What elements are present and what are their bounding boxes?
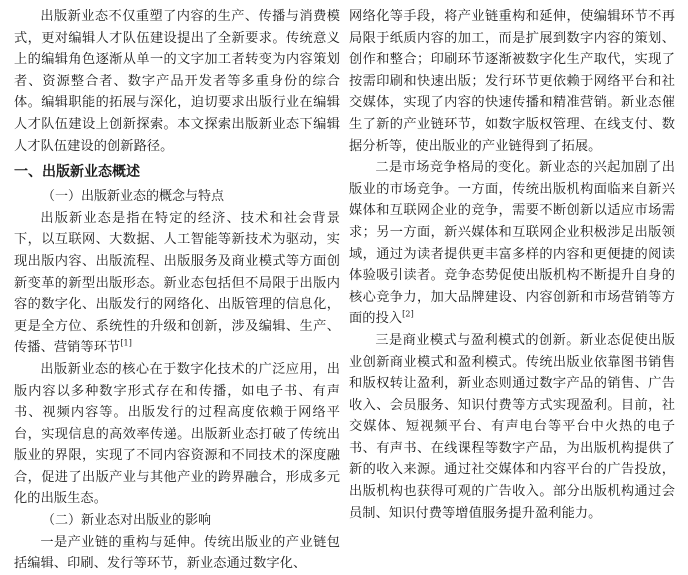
reference-marker: [2] [402,309,414,319]
subsection-heading-impact: （二）新业态对出版业的影响 [42,513,212,529]
reference-marker: [1] [120,338,132,348]
concept-text: 出版新业态是指在特定的经济、技术和社会背景下，以互联网、大数据、人工智能等新技术为驱动，实现出版内容、出版流程、出版服务及商业模式等方面创新变革的新型出版形态。新业态包括但不局限于出版内容的数字化、出版发行的网络化、出版管理的信息化，更是全方位、系统性的升级和创新，涉及编辑、生产、传播、营销等环节 [14,210,340,356]
concept-paragraph [14,208,340,359]
core-paragraph: 出版新业态的核心在于数字化技术的广泛应用，出版内容以多种数字形式存在和传播，如电子书、有声书、视频内容等。出版发行的过程高度依赖于网络平台，实现信息的高效率传递。出版新业态打破了传统出版业的界限，实现了不同内容资源和不同技术的深度融合，促进了出版产业与其他产业的跨界融合，形成多元化的出版生态。 [14,361,340,507]
intro-paragraph: 出版新业态不仅重塑了内容的生产、传播与消费模式，更对编辑人才队伍建设提出了全新要求。传统意义上的编辑角色逐渐从单一的文字加工者转变为内容策划者、资源整合者、数字产品开发者等多重身份的综合体。编辑职能的拓展与深化，迫切要求出版行业在编辑人才队伍建设上创新探索。本文探索出版新业态下编辑人才队伍建设的创新路径。 [14,9,340,154]
section-heading: 一、出版新业态概述 [14,164,140,181]
right-column [349,6,675,524]
competition-paragraph [349,157,675,330]
competition-text: 二是市场竞争格局的变化。新业态的兴起加剧了出版业的市场竞争。一方面，传统出版机构面临来自新兴媒体和互联网企业的竞争，需要不断创新以适应市场需求；另一方面，新兴媒体和互联网企业积极涉足出版领域，通过为读者提供更丰富多样的内容和更便捷的阅读体验吸引读者。竞争态势促使出版机构不断提升自身的核心竞争力，加大品牌建设、内容创新和市场营销等方面的投入 [349,160,675,327]
left-column [14,6,340,575]
chain-paragraph-continued: 网络化等手段，将产业链重构和延伸，使编辑环节不再局限于纸质内容的加工，而是扩展到数字内容的策划、创作和整合；印刷环节逐渐被数字化生产取代，实现了按需印刷和快速出版；发行环节更依赖于网络平台和社交媒体，实现了内容的快速传播和精准营销。新业态催生了新的产业链环节，如数字版权管理、在线支付、数据分析等，使出版业的产业链得到了拓展。 [349,9,675,154]
chain-paragraph-start: 一是产业链的重构与延伸。传统出版业的产业链包括编辑、印刷、发行等环节，新业态通过数字化、 [14,534,340,572]
profit-paragraph: 三是商业模式与盈利模式的创新。新业态促使出版业创新商业模式和盈利模式。传统出版业依靠图书销售和版权转让盈利，新业态则通过数字产品的销售、广告收入、会员服务、知识付费等方式实现盈利。目前，社交媒体、短视频平台、有声电台等平台中火热的电子书、有声书、在线课程等数字产品，为出版机构提供了新的收入来源。通过社交媒体和内容平台的广告投放，出版机构也获得可观的广告收入。部分出版机构通过会员制、知识付费等增值服务提升盈利能力。 [349,332,675,521]
subsection-heading-concept: （一）出版新业态的概念与特点 [42,189,225,205]
